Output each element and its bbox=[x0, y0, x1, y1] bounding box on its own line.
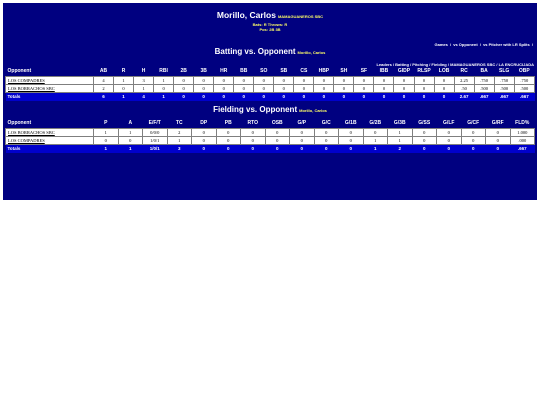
batting-col-header: Opponent bbox=[6, 67, 94, 76]
fielding-cell: 0 bbox=[192, 136, 217, 144]
fielding-col-header: G/2B bbox=[363, 119, 388, 128]
leaders-separator: / bbox=[495, 62, 499, 67]
batting-cell: 0 bbox=[214, 84, 234, 92]
batting-row bbox=[6, 84, 535, 92]
batting-col-header: RC bbox=[454, 67, 474, 76]
batting-col-header: RBI bbox=[154, 67, 174, 76]
batting-col-header: SH bbox=[334, 67, 354, 76]
batting-cell: 0 bbox=[374, 84, 394, 92]
fielding-total-cell: 1 bbox=[118, 144, 143, 153]
batting-total-cell: 0 bbox=[234, 92, 254, 101]
batting-cell: 0 bbox=[214, 76, 234, 84]
batting-cell: 0 bbox=[254, 76, 274, 84]
batting-cell: 0 bbox=[354, 84, 374, 92]
fielding-cell: 0/0/0 bbox=[143, 128, 168, 136]
fielding-cell: 1 bbox=[167, 136, 192, 144]
fielding-cell: 0 bbox=[461, 136, 486, 144]
batting-col-header: CS bbox=[294, 67, 314, 76]
leaders-link-mamaguaneros-sbc[interactable]: MAMAGUANEROS SBC bbox=[450, 62, 496, 67]
batting-cell: .500 bbox=[474, 84, 494, 92]
batting-cell: 0 bbox=[174, 84, 194, 92]
leaders-separator: / bbox=[446, 62, 451, 67]
batting-total-cell: 0 bbox=[174, 92, 194, 101]
fielding-cell: 1 bbox=[118, 128, 143, 136]
fielding-cell: 0 bbox=[241, 136, 266, 144]
batting-total-cell: 0 bbox=[194, 92, 214, 101]
fielding-col-header: FLD% bbox=[510, 119, 535, 128]
stats-panel bbox=[3, 3, 537, 200]
fielding-col-header: G/C bbox=[314, 119, 339, 128]
fielding-cell: 0 bbox=[265, 136, 290, 144]
batting-col-header: HBP bbox=[314, 67, 334, 76]
batting-total-cell: 6 bbox=[94, 92, 114, 101]
batting-cell: 2 bbox=[94, 84, 114, 92]
fielding-cell: 0 bbox=[118, 136, 143, 144]
batting-cell: 0 bbox=[314, 76, 334, 84]
batting-cell: 0 bbox=[394, 84, 414, 92]
batting-totals-row bbox=[6, 92, 535, 101]
fielding-row bbox=[6, 136, 535, 144]
batting-col-header: R bbox=[114, 67, 134, 76]
fielding-title: Fielding vs. Opponent bbox=[213, 105, 298, 114]
batting-col-header: 3B bbox=[194, 67, 214, 76]
fielding-total-cell: 0 bbox=[241, 144, 266, 153]
batting-cell: 0 bbox=[434, 84, 454, 92]
batting-cell: 0 bbox=[334, 84, 354, 92]
fielding-cell: 0 bbox=[486, 128, 511, 136]
batting-cell: 0 bbox=[154, 84, 174, 92]
fielding-total-cell: 1 bbox=[363, 144, 388, 153]
fielding-total-cell: 0 bbox=[339, 144, 364, 153]
fielding-total-cell: 0 bbox=[437, 144, 462, 153]
fielding-col-header: P bbox=[94, 119, 119, 128]
batting-cell: 0 bbox=[294, 84, 314, 92]
batting-total-cell: .667 bbox=[514, 92, 534, 101]
batting-cell: .500 bbox=[514, 84, 534, 92]
fielding-col-header: A bbox=[118, 119, 143, 128]
batting-cell: 0 bbox=[374, 76, 394, 84]
fielding-col-header: G/SS bbox=[412, 119, 437, 128]
fielding-total-cell: 0 bbox=[461, 144, 486, 153]
batting-cell: 1 bbox=[134, 84, 154, 92]
batting-cell: 0 bbox=[194, 84, 214, 92]
leaders-separator: / bbox=[428, 62, 432, 67]
batting-cell: .750 bbox=[474, 76, 494, 84]
batting-total-cell: .667 bbox=[494, 92, 514, 101]
fielding-cell: 2 bbox=[167, 128, 192, 136]
fielding-cell: 0 bbox=[216, 128, 241, 136]
fielding-col-header: G/CF bbox=[461, 119, 486, 128]
leaders-link-fielding[interactable]: Fielding bbox=[431, 62, 447, 67]
fielding-cell: 0 bbox=[461, 128, 486, 136]
batting-col-header: RLSP bbox=[414, 67, 434, 76]
batting-col-header: OBP bbox=[514, 67, 534, 76]
fielding-subtitle: Morillo, Carlos bbox=[299, 108, 327, 113]
fielding-cell: 0 bbox=[314, 128, 339, 136]
batting-total-cell: 2.67 bbox=[454, 92, 474, 101]
batting-total-cell: 1 bbox=[114, 92, 134, 101]
batting-row bbox=[6, 76, 535, 84]
batting-cell: .500 bbox=[494, 84, 514, 92]
batting-cell: 0 bbox=[114, 84, 134, 92]
batting-cell: 0 bbox=[434, 76, 454, 84]
batting-col-header: BB bbox=[234, 67, 254, 76]
batting-total-cell: 4 bbox=[134, 92, 154, 101]
batting-col-header: IBB bbox=[374, 67, 394, 76]
fielding-total-cell: 1/0/1 bbox=[143, 144, 168, 153]
opponent-link[interactable]: LOS BORRACHOS SBC bbox=[6, 128, 94, 136]
batting-total-cell: 0 bbox=[274, 92, 294, 101]
batting-col-header: HR bbox=[214, 67, 234, 76]
fielding-col-header: OSB bbox=[265, 119, 290, 128]
fielding-cell: 0 bbox=[412, 128, 437, 136]
fielding-cell: 0 bbox=[339, 136, 364, 144]
fielding-cell: 1 bbox=[388, 128, 413, 136]
leaders-separator: / bbox=[408, 62, 413, 67]
batting-col-header: AB bbox=[94, 67, 114, 76]
batting-cell: 3 bbox=[134, 76, 154, 84]
player-header bbox=[3, 3, 537, 32]
totals-label: Totals bbox=[6, 92, 94, 101]
fielding-cell: 1 bbox=[94, 128, 119, 136]
fielding-total-cell: 0 bbox=[290, 144, 315, 153]
batting-cell: 0 bbox=[234, 84, 254, 92]
opponent-link[interactable]: LOS COMPADRES bbox=[6, 76, 94, 84]
fielding-total-cell: .667 bbox=[510, 144, 535, 153]
batting-cell: 0 bbox=[394, 76, 414, 84]
batting-col-header: BA bbox=[474, 67, 494, 76]
batting-col-header: GIDP bbox=[394, 67, 414, 76]
fielding-cell: 0 bbox=[290, 128, 315, 136]
fielding-total-cell: 2 bbox=[388, 144, 413, 153]
batting-total-cell: 0 bbox=[314, 92, 334, 101]
batting-cell: 0 bbox=[294, 76, 314, 84]
fielding-total-cell: 0 bbox=[412, 144, 437, 153]
fielding-cell: 0 bbox=[363, 128, 388, 136]
batting-total-cell: 0 bbox=[434, 92, 454, 101]
fielding-col-header: G/P bbox=[290, 119, 315, 128]
nav-separator: / bbox=[531, 42, 533, 47]
fielding-cell: .000 bbox=[510, 136, 535, 144]
batting-col-header: H bbox=[134, 67, 154, 76]
fielding-total-cell: 3 bbox=[167, 144, 192, 153]
fielding-col-header: G/3B bbox=[388, 119, 413, 128]
fielding-col-header: G/LF bbox=[437, 119, 462, 128]
batting-col-header: SF bbox=[354, 67, 374, 76]
fielding-col-header: E/F/T bbox=[143, 119, 168, 128]
fielding-total-cell: 0 bbox=[192, 144, 217, 153]
fielding-cell: 0 bbox=[94, 136, 119, 144]
batting-cell: 0 bbox=[194, 76, 214, 84]
leaders-separator: / bbox=[391, 62, 396, 67]
fielding-cell: 1/0/1 bbox=[143, 136, 168, 144]
fielding-col-header: TC bbox=[167, 119, 192, 128]
fielding-totals-row bbox=[6, 144, 535, 153]
fielding-section-title bbox=[3, 105, 537, 116]
fielding-cell: 0 bbox=[216, 136, 241, 144]
nav-separator: / bbox=[449, 42, 452, 47]
batting-table bbox=[5, 67, 535, 101]
fielding-cell: 0 bbox=[192, 128, 217, 136]
batting-cell: 0 bbox=[314, 84, 334, 92]
fielding-cell: 0 bbox=[437, 128, 462, 136]
batting-cell: 0 bbox=[414, 76, 434, 84]
fielding-cell: 0 bbox=[437, 136, 462, 144]
fielding-col-header: DP bbox=[192, 119, 217, 128]
fielding-cell: 1 bbox=[388, 136, 413, 144]
totals-label: Totals bbox=[6, 144, 94, 153]
nav-separator: / bbox=[479, 42, 481, 47]
batting-col-header: 2B bbox=[174, 67, 194, 76]
fielding-cell: 0 bbox=[265, 128, 290, 136]
batting-cell: 1 bbox=[114, 76, 134, 84]
leaders-link-batting[interactable]: Batting bbox=[395, 62, 409, 67]
fielding-cell: 0 bbox=[412, 136, 437, 144]
batting-total-cell: 1 bbox=[154, 92, 174, 101]
nav-games-link[interactable]: Games bbox=[434, 42, 448, 47]
fielding-total-cell: 0 bbox=[265, 144, 290, 153]
fielding-cell: 0 bbox=[290, 136, 315, 144]
fielding-row bbox=[6, 128, 535, 136]
batting-col-header: LOB bbox=[434, 67, 454, 76]
batting-total-cell: 0 bbox=[334, 92, 354, 101]
player-name: Morillo, Carlos bbox=[216, 10, 276, 20]
batting-total-cell: 0 bbox=[414, 92, 434, 101]
leaders-link-pitching[interactable]: Pitching bbox=[412, 62, 429, 67]
position: Pos: 2B 3B bbox=[259, 27, 281, 32]
fielding-col-header: G/RF bbox=[486, 119, 511, 128]
batting-cell: 0 bbox=[254, 84, 274, 92]
batting-cell: 0 bbox=[274, 84, 294, 92]
batting-col-header: SO bbox=[254, 67, 274, 76]
fielding-cell: 0 bbox=[241, 128, 266, 136]
fielding-table bbox=[5, 119, 535, 153]
batting-cell: .750 bbox=[494, 76, 514, 84]
fielding-col-header: G/1B bbox=[339, 119, 364, 128]
fielding-cell: 1.000 bbox=[510, 128, 535, 136]
fielding-cell: 1 bbox=[363, 136, 388, 144]
batting-cell: 2.25 bbox=[454, 76, 474, 84]
batting-cell: 1 bbox=[154, 76, 174, 84]
fielding-col-header: RTO bbox=[241, 119, 266, 128]
fielding-cell: 0 bbox=[486, 136, 511, 144]
batting-col-header: SB bbox=[274, 67, 294, 76]
nav-vs-opponent-link[interactable]: vs Opponent bbox=[453, 42, 478, 47]
nav-vs-pitcher-link[interactable]: vs Pitcher with LR Splits bbox=[483, 42, 530, 47]
batting-cell: 0 bbox=[234, 76, 254, 84]
batting-total-cell: 0 bbox=[374, 92, 394, 101]
batting-title: Batting vs. Opponent bbox=[214, 47, 296, 56]
fielding-total-cell: 1 bbox=[94, 144, 119, 153]
batting-total-cell: 0 bbox=[294, 92, 314, 101]
batting-cell: 0 bbox=[354, 76, 374, 84]
fielding-total-cell: 0 bbox=[216, 144, 241, 153]
batting-subtitle: Morillo, Carlos bbox=[297, 50, 326, 55]
batting-cell: 4 bbox=[94, 76, 114, 84]
batting-cell: 0 bbox=[334, 76, 354, 84]
batting-cell: 0 bbox=[414, 84, 434, 92]
fielding-cell: 0 bbox=[314, 136, 339, 144]
batting-cell: .750 bbox=[514, 76, 534, 84]
opponent-link[interactable]: LOS BORRACHOS SBC bbox=[6, 84, 94, 92]
batting-col-header: SLG bbox=[494, 67, 514, 76]
batting-section-title bbox=[3, 47, 537, 58]
opponent-link[interactable]: LOS COMPADRES bbox=[6, 136, 94, 144]
batting-total-cell: 0 bbox=[394, 92, 414, 101]
fielding-col-header: Opponent bbox=[6, 119, 94, 128]
batting-cell: 0 bbox=[274, 76, 294, 84]
batting-cell: .50 bbox=[454, 84, 474, 92]
fielding-col-header: PB bbox=[216, 119, 241, 128]
batting-cell: 0 bbox=[174, 76, 194, 84]
batting-total-cell: 0 bbox=[354, 92, 374, 101]
team-name: MAMAGUANEROS SBC bbox=[277, 14, 324, 19]
fielding-cell: 0 bbox=[339, 128, 364, 136]
leaders-link-la-encrucijada[interactable]: LA ENCRUCIJADA bbox=[498, 62, 534, 67]
fielding-total-cell: 0 bbox=[314, 144, 339, 153]
batting-total-cell: .667 bbox=[474, 92, 494, 101]
fielding-total-cell: 0 bbox=[486, 144, 511, 153]
bats-throws: Bats: R Throws: R bbox=[252, 22, 288, 27]
batting-total-cell: 0 bbox=[214, 92, 234, 101]
leaders-link-leaders[interactable]: Leaders bbox=[376, 62, 392, 67]
batting-total-cell: 0 bbox=[254, 92, 274, 101]
